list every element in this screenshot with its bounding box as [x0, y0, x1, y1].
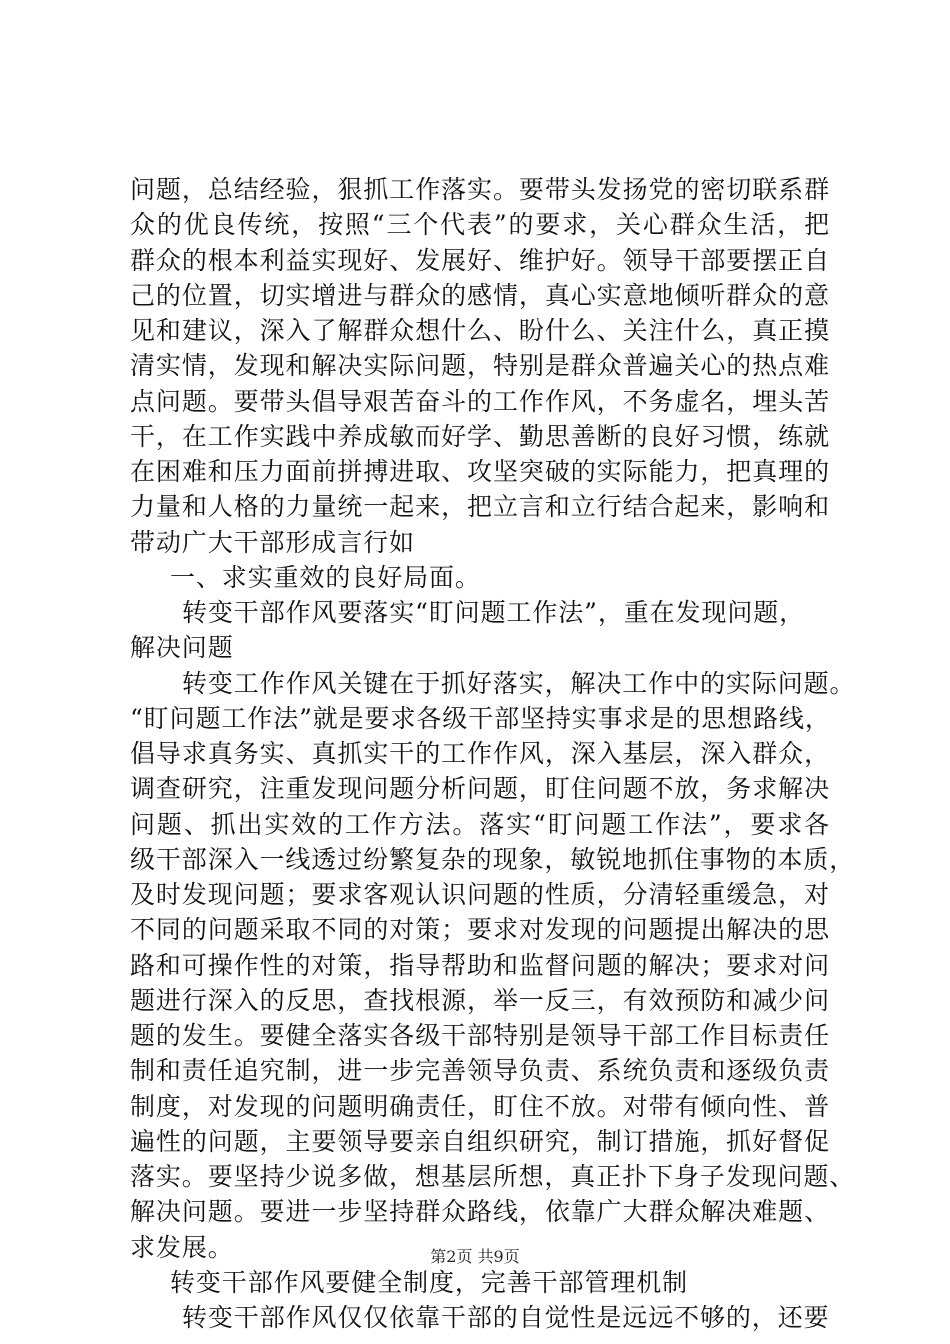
text-line: 倡导求真务实、真抓实干的工作作风，深入基层，深入群众， [130, 739, 830, 768]
text-line: 制度，对发现的问题明确责任，盯住不放。对带有倾向性、普 [130, 1091, 830, 1121]
section-heading: 一、求实重效的良好局面。 [170, 562, 481, 592]
subheading-continuation: 解决问题 [130, 633, 234, 663]
text-line: 遍性的问题，主要领导要亲自组织研究，制订措施，抓好督促 [130, 1126, 830, 1156]
text-line: 在困难和压力面前拼搏进取、攻坚突破的实际能力，把真理的 [130, 457, 830, 486]
subheading: 转变干部作风要落实“盯问题工作法”，重在发现问题， [182, 598, 806, 627]
text-line: 求发展。 [130, 1232, 234, 1262]
text-line: 问题、抓出实效的工作方法。落实“盯问题工作法”，要求各 [130, 809, 830, 839]
text-line: 调查研究，注重发现问题分析问题，盯住问题不放，务求解决 [130, 774, 830, 804]
text-line: 解决问题。要进一步坚持群众路线，依靠广大群众解决难题、 [130, 1197, 830, 1227]
text-line: 落实。要坚持少说多做，想基层所想，真正扑下身子发现问题、 [130, 1162, 856, 1191]
text-line: 见和建议，深入了解群众想什么、盼什么、关注什么，真正摸 [130, 316, 830, 345]
text-line: 制和责任追究制，进一步完善领导负责、系统负责和逐级负责 [130, 1056, 830, 1086]
text-line: 己的位置，切实增进与群众的感情，真心实意地倾听群众的意 [130, 280, 830, 310]
text-line: 清实情，发现和解决实际问题，特别是群众普遍关心的热点难 [130, 351, 830, 381]
text-line: 转变工作作风关键在于抓好落实，解决工作中的实际问题。 [182, 668, 856, 698]
body-text [130, 172, 856, 1335]
text-line: 题的发生。要健全落实各级干部特别是领导干部工作目标责任 [130, 1021, 830, 1050]
text-line: 群众的根本利益实现好、发展好、维护好。领导干部要摆正自 [130, 245, 830, 275]
text-line: 干，在工作实践中养成敏而好学、勤思善断的良好习惯，练就 [130, 421, 830, 451]
text-line: 点问题。要带头倡导艰苦奋斗的工作作风，不务虚名，埋头苦 [130, 386, 830, 416]
text-line: 带动广大干部形成言行如 [130, 527, 415, 557]
text-line: 力量和人格的力量统一起来，把立言和立行结合起来，影响和 [130, 492, 830, 522]
subheading: 转变干部作风要健全制度，完善干部管理机制 [170, 1267, 689, 1297]
text-line: 级干部深入一线透过纷繁复杂的现象，敏锐地抓住事物的本质， [130, 844, 856, 874]
text-line: 题进行深入的反思，查找根源，举一反三，有效预防和减少问 [130, 985, 830, 1015]
text-line: 路和可操作性的对策，指导帮助和监督问题的解决；要求对问 [130, 950, 830, 980]
text-line: 问题，总结经验，狠抓工作落实。要带头发扬党的密切联系群 [130, 175, 830, 204]
text-line: 及时发现问题；要求客观认识问题的性质，分清轻重缓急，对 [130, 880, 830, 909]
text-line: 不同的问题采取不同的对策；要求对发现的问题提出解决的思 [130, 915, 830, 945]
text-line: “盯问题工作法”就是要求各级干部坚持实事求是的思想路线， [130, 703, 831, 733]
text-line: 众的优良传统，按照“三个代表”的要求，关心群众生活，把 [130, 210, 830, 240]
page-number-footer: 第2页 共9页 [430, 1247, 520, 1266]
text-line: 转变干部作风仅仅依靠干部的自觉性是远远不够的，还要 [182, 1303, 830, 1332]
